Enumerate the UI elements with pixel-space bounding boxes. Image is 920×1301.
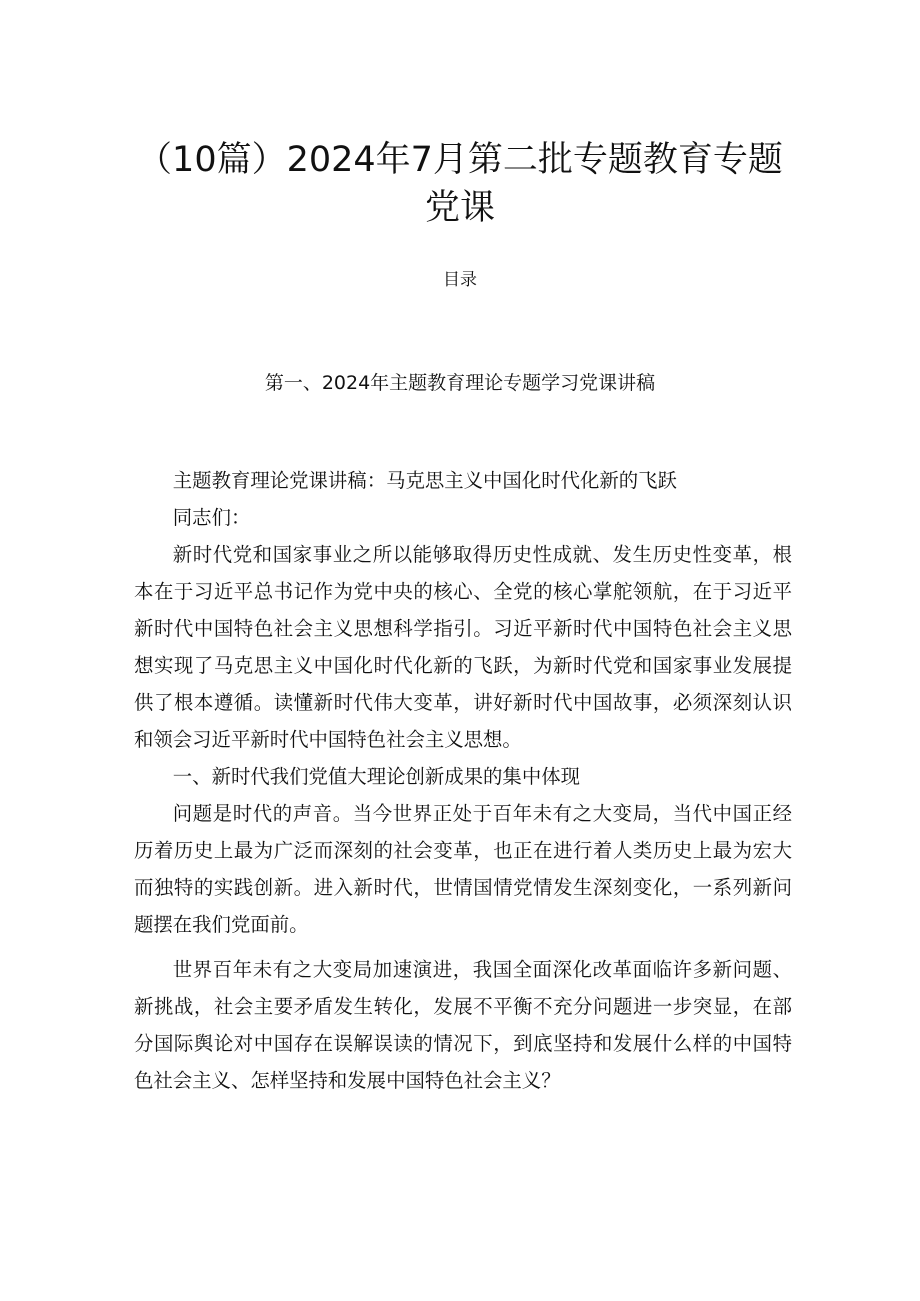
toc-label: 目录	[443, 270, 477, 290]
body-paragraph: 新时代党和国家事业之所以能够取得历史性成就、发生历史性变革，根本在于习近平总书记作为党中央的核心、全党的核心掌舵领航，在于习近平新时代中国特色社会主义思想科学指引。习近平新时代中国特色社会主义思想实现了马克思主义中国化时代化新的飞跃，为新时代党和国家事业发展提供了根本遵循。读懂新时代伟大变革，讲好新时代中国故事，必须深刻认识和领会习近平新时代中国特色社会主义思想。	[134, 543, 792, 751]
toc-entry: 第一、2024年主题教育理论专题学习党课讲稿	[264, 372, 656, 394]
document-body	[134, 462, 792, 1099]
lecture-subtitle: 主题教育理论党课讲稿：马克思主义中国化时代化新的飞跃	[172, 469, 677, 492]
salutation: 同志们：	[172, 506, 251, 529]
document-title: （10篇）2024年7月第二批专题教育专题党课	[137, 140, 783, 228]
section-heading: 一、新时代我们党值大理论创新成果的集中体现	[172, 765, 580, 788]
body-paragraph: 问题是时代的声音。当今世界正处于百年未有之大变局，当代中国正经历着历史上最为广泛而深刻的社会变革，也正在进行着人类历史上最为宏大而独特的实践创新。进入新时代，世情国情党情发生深刻变化，一系列新问题摆在我们党面前。	[134, 802, 792, 936]
body-paragraph: 世界百年未有之大变局加速演进，我国全面深化改革面临许多新问题、新挑战，社会主要矛盾发生转化，发展不平衡不充分问题进一步突显，在部分国际舆论对中国存在误解误读的情况下，到底坚持和发展什么样的中国特色社会主义、怎样坚持和发展中国特色社会主义？	[134, 958, 792, 1092]
